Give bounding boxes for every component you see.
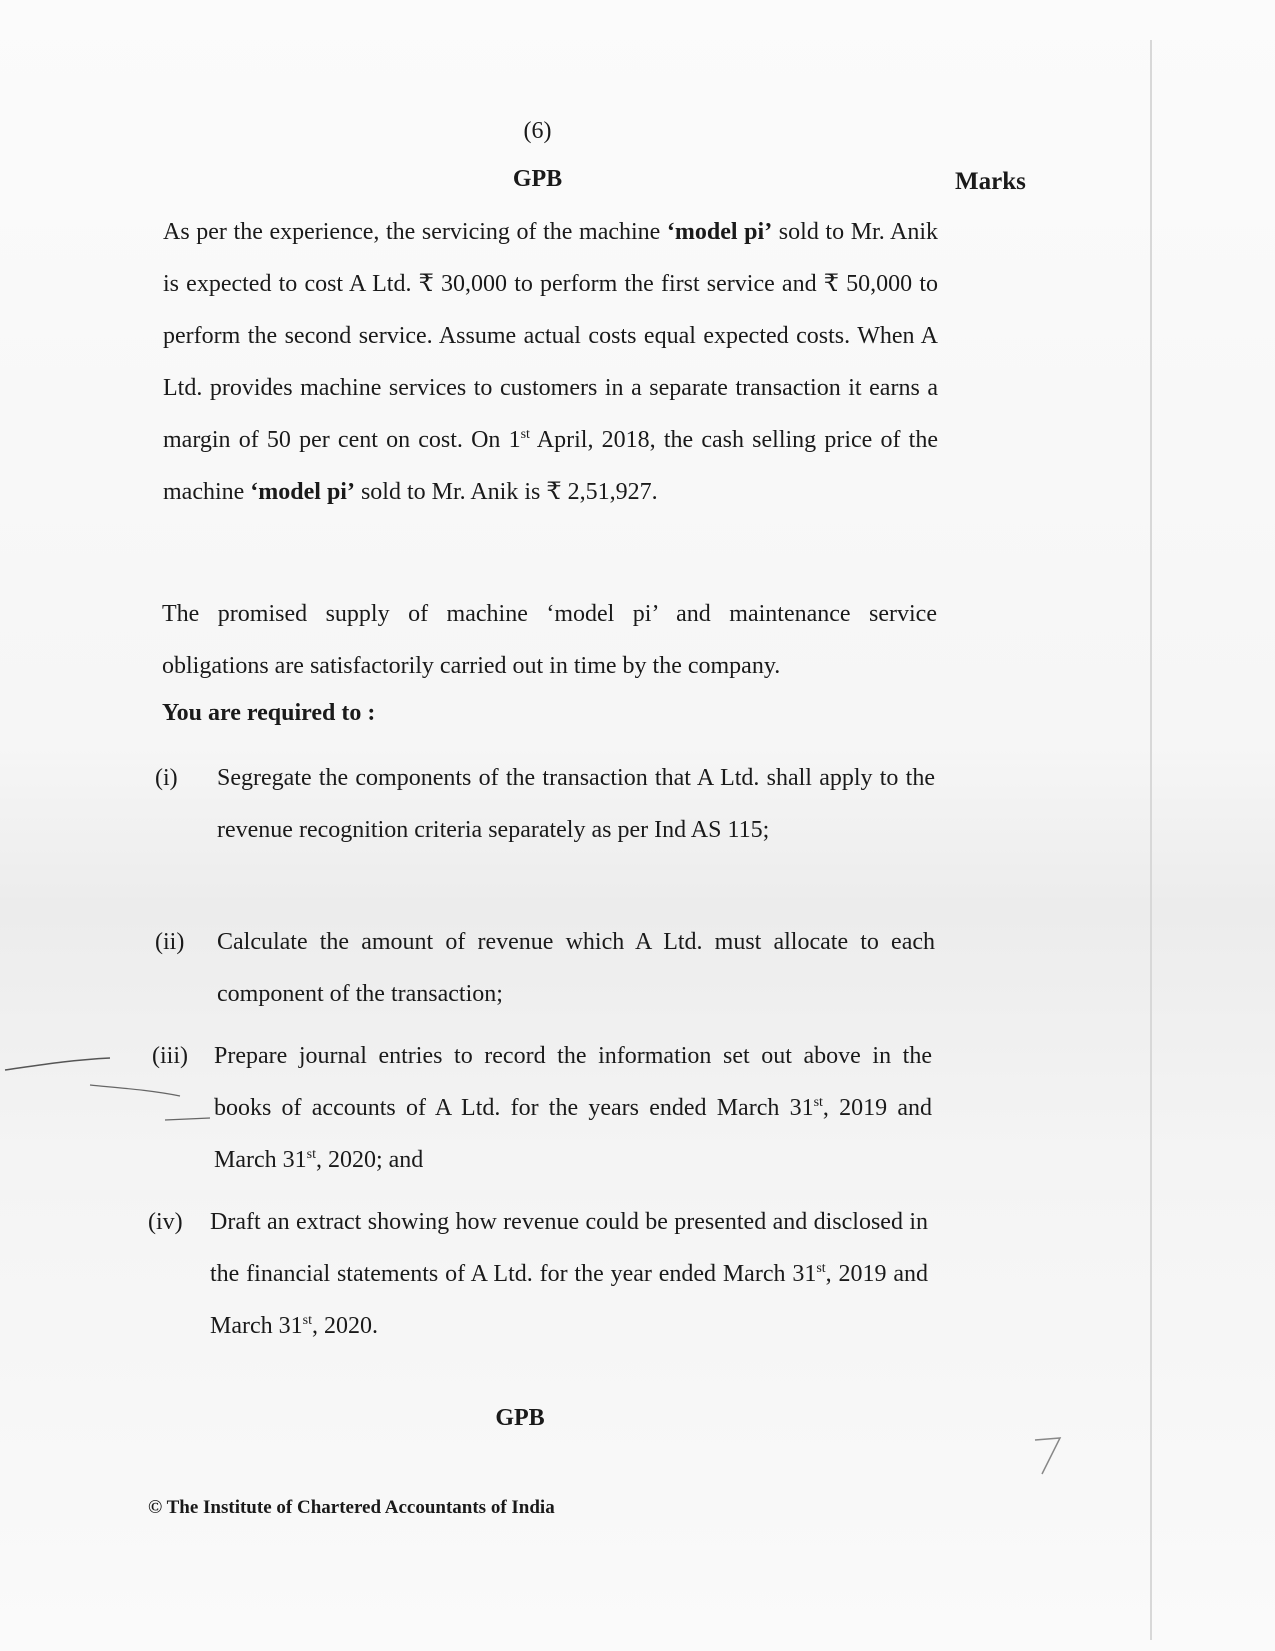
item4-sup-b: st — [302, 1313, 312, 1328]
header-paper-code: GPB — [512, 166, 563, 192]
requirement-item-4 — [148, 1196, 928, 1352]
question-paragraph-2: The promised supply of machine ‘model pi’ and maintenance service obligations are satisfactorily carried out in time by the company. — [162, 601, 937, 679]
requirement-item-3 — [152, 1030, 932, 1186]
item4-text-c: , 2020. — [311, 1313, 378, 1339]
item4-text-b: , 2019 and March 31 — [210, 1261, 928, 1339]
model-pi-bold-1: ‘model pi’ — [666, 219, 773, 245]
marks-column-label: Marks — [955, 168, 1026, 195]
item4-sup-a: st — [816, 1261, 826, 1276]
requirement-item-1 — [155, 752, 935, 856]
item-text: Segregate the components of the transaction that A Ltd. shall apply to the revenue recognition criteria separately as per Ind AS 115; — [217, 765, 935, 843]
para1-text-a: As per the experience, the servicing of the machine — [163, 219, 667, 245]
para1-text-b: sold to Mr. Anik is expected to cost A Ltd. ₹ 30,000 to perform the first service and ₹ 50,000 to perform the second service. Assume actual costs equal expected costs. When A Ltd. provides machine services to customers in a separate transaction it earns a margin of 50 per cent on cost. On 1 — [163, 219, 938, 453]
footer-paper-code: GPB — [495, 1405, 545, 1431]
item-number: (ii) — [155, 929, 185, 955]
item-number: (iii) — [152, 1043, 188, 1069]
para1-superscript: st — [520, 427, 530, 442]
para1-text-d: sold to Mr. Anik is ₹ 2,51,927. — [354, 479, 658, 505]
item3-text-a: Prepare journal entries to record the information set out above in the books of accounts of A Ltd. for the years ended March 31 — [214, 1043, 932, 1121]
item4-text-a: Draft an extract showing how revenue could be presented and disclosed in the financial statements of A Ltd. for the year ended March 31 — [210, 1209, 928, 1287]
required-heading: You are required to : — [162, 700, 376, 726]
item-text: Calculate the amount of revenue which A Ltd. must allocate to each component of the transaction; — [217, 929, 935, 1007]
page-edge-divider — [1150, 40, 1152, 1640]
pen-scribble-icon — [0, 1030, 230, 1140]
item-text — [210, 1196, 928, 1352]
item3-sup-b: st — [306, 1147, 316, 1162]
item3-sup-a: st — [813, 1095, 823, 1110]
question-paragraph-1 — [163, 206, 938, 518]
item-number: (iv) — [148, 1209, 183, 1235]
copyright-notice: © The Institute of Chartered Accountants of India — [148, 1497, 555, 1518]
item-text — [214, 1030, 932, 1186]
item-number: (i) — [155, 765, 178, 791]
page-number: (6) — [523, 118, 552, 144]
handwritten-mark-icon — [1030, 1430, 1070, 1480]
para1-text-c: April, 2018, the cash selling price of the machine — [163, 427, 938, 505]
model-pi-bold-2: ‘model pi’ — [250, 479, 355, 505]
item3-text-c: , 2020; and — [315, 1147, 424, 1173]
requirement-item-2 — [155, 916, 935, 1020]
item3-text-b: , 2019 and March 31 — [214, 1095, 933, 1173]
